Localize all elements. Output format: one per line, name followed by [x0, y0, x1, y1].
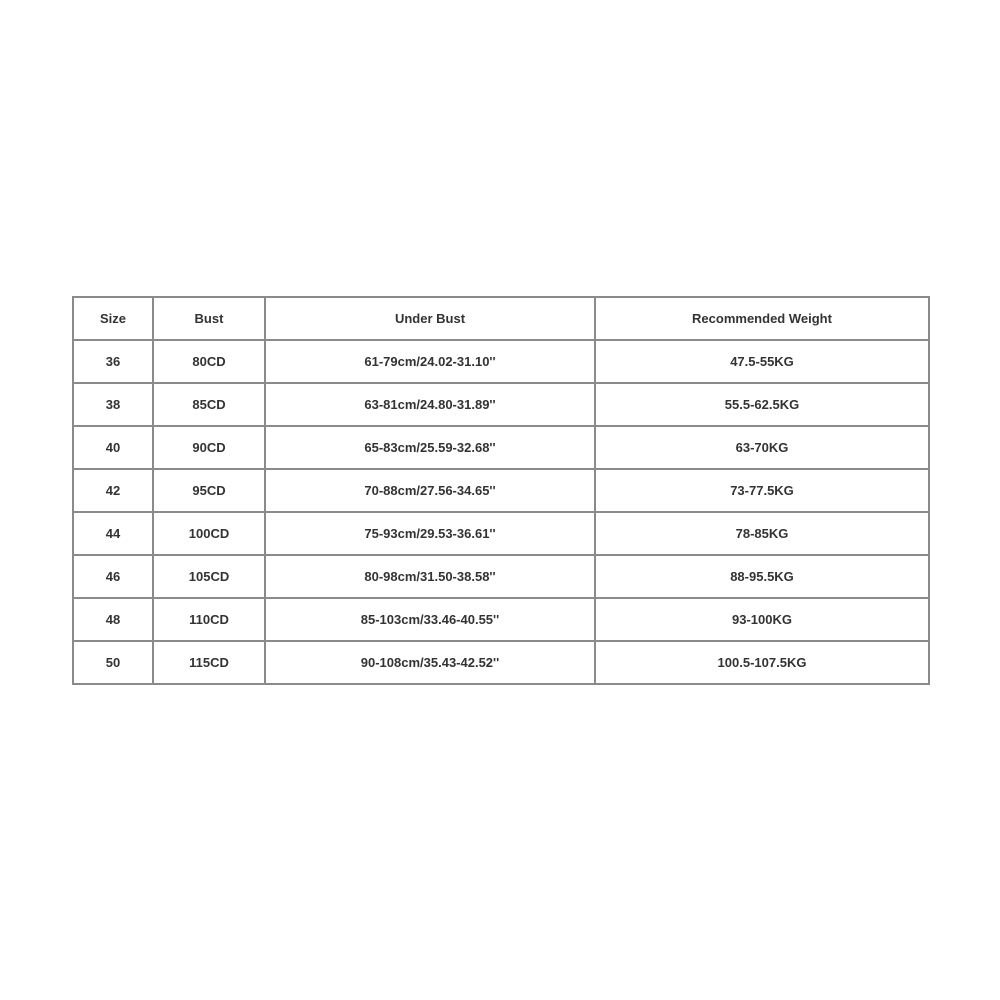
header-bust: Bust — [153, 297, 265, 340]
cell-size: 44 — [73, 512, 153, 555]
cell-under-bust: 65-83cm/25.59-32.68'' — [265, 426, 595, 469]
cell-under-bust: 70-88cm/27.56-34.65'' — [265, 469, 595, 512]
cell-size: 40 — [73, 426, 153, 469]
table-row — [73, 340, 929, 383]
cell-weight: 73-77.5KG — [595, 469, 929, 512]
cell-weight: 63-70KG — [595, 426, 929, 469]
cell-under-bust: 63-81cm/24.80-31.89'' — [265, 383, 595, 426]
cell-bust: 95CD — [153, 469, 265, 512]
cell-under-bust: 80-98cm/31.50-38.58'' — [265, 555, 595, 598]
header-recommended-weight: Recommended Weight — [595, 297, 929, 340]
cell-bust: 115CD — [153, 641, 265, 684]
cell-weight: 88-95.5KG — [595, 555, 929, 598]
table-row — [73, 469, 929, 512]
cell-bust: 105CD — [153, 555, 265, 598]
cell-under-bust: 61-79cm/24.02-31.10'' — [265, 340, 595, 383]
table-row — [73, 555, 929, 598]
cell-bust: 85CD — [153, 383, 265, 426]
cell-bust: 100CD — [153, 512, 265, 555]
cell-size: 48 — [73, 598, 153, 641]
cell-weight: 100.5-107.5KG — [595, 641, 929, 684]
header-size: Size — [73, 297, 153, 340]
cell-weight: 47.5-55KG — [595, 340, 929, 383]
cell-under-bust: 75-93cm/29.53-36.61'' — [265, 512, 595, 555]
cell-weight: 55.5-62.5KG — [595, 383, 929, 426]
cell-size: 46 — [73, 555, 153, 598]
table-row — [73, 512, 929, 555]
table-header-row — [73, 297, 929, 340]
table-row — [73, 598, 929, 641]
cell-size: 36 — [73, 340, 153, 383]
cell-weight: 93-100KG — [595, 598, 929, 641]
table-row — [73, 383, 929, 426]
header-under-bust: Under Bust — [265, 297, 595, 340]
cell-bust: 80CD — [153, 340, 265, 383]
cell-size: 42 — [73, 469, 153, 512]
cell-size: 38 — [73, 383, 153, 426]
cell-size: 50 — [73, 641, 153, 684]
cell-weight: 78-85KG — [595, 512, 929, 555]
table-row — [73, 426, 929, 469]
size-chart-table — [72, 296, 930, 685]
cell-bust: 110CD — [153, 598, 265, 641]
table-row — [73, 641, 929, 684]
cell-under-bust: 85-103cm/33.46-40.55'' — [265, 598, 595, 641]
cell-under-bust: 90-108cm/35.43-42.52'' — [265, 641, 595, 684]
cell-bust: 90CD — [153, 426, 265, 469]
